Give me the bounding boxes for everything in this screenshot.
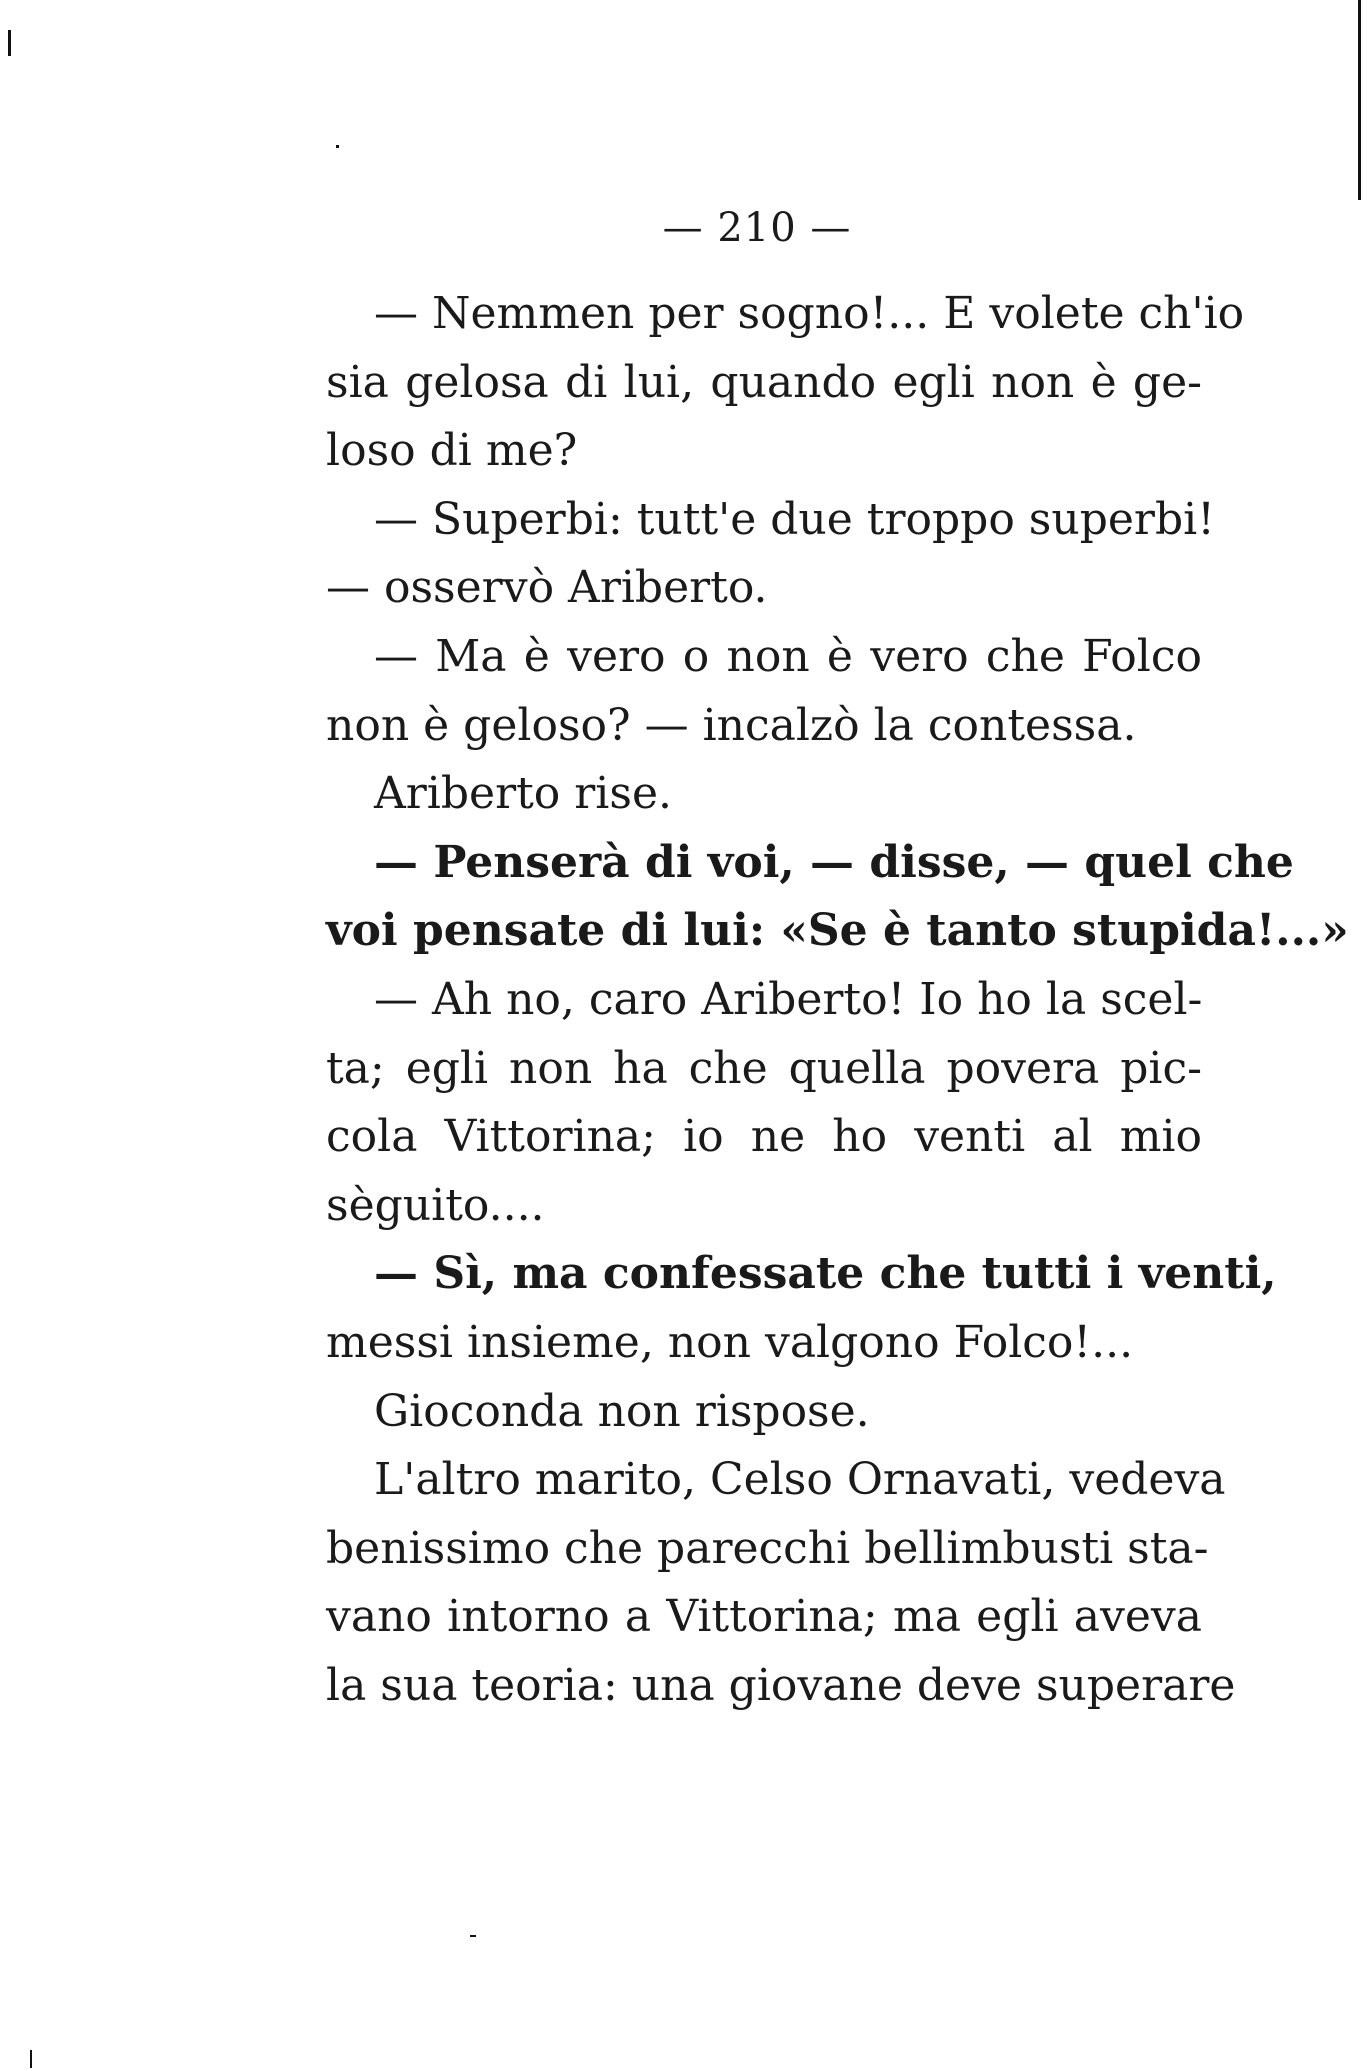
text-line-9: — Penserà di voi, — disse, — quel che: [374, 836, 1294, 888]
text-line-7: non è geloso? — incalzò la contessa.: [326, 699, 1137, 751]
text-line-18: L'altro marito, Celso Ornavati, vedeva: [374, 1454, 1226, 1506]
text-line-2: sia gelosa di lui, quando egli non è ge-: [326, 356, 1202, 408]
text-line-20: vano intorno a Vittorina; ma egli aveva: [326, 1591, 1202, 1643]
text-line-4: — Superbi: tutt'e due troppo superbi!: [374, 493, 1215, 545]
text-line-3: loso di me?: [326, 425, 578, 477]
scan-edge-mark-left: [8, 30, 11, 56]
text-line-8: Ariberto rise.: [374, 768, 672, 820]
text-line-17: Gioconda non rispose.: [374, 1385, 870, 1437]
text-line-15: — Sì, ma confessate che tutti i venti,: [374, 1248, 1277, 1300]
text-line-19: benissimo che parecchi bellimbusti sta-: [326, 1522, 1209, 1574]
text-line-14: sèguito....: [326, 1179, 545, 1231]
text-line-16: messi insieme, non valgono Folco!...: [326, 1316, 1134, 1368]
scan-dot: [336, 145, 339, 148]
text-line-12: ta; egli non ha che quella povera pic-: [326, 1042, 1202, 1094]
body-text: [326, 280, 1349, 1720]
page-number: — 210 —: [662, 205, 852, 251]
text-line-10: voi pensate di lui: «Se è tanto stupida!...»: [326, 905, 1349, 957]
text-line-11: — Ah no, caro Ariberto! Io ho la scel-: [374, 973, 1203, 1025]
scan-edge-mark-right: [1358, 0, 1361, 200]
scan-edge-mark-bottom: [30, 2050, 32, 2068]
text-line-13: cola Vittorina; io ne ho venti al mio: [326, 1111, 1202, 1163]
text-line-6: — Ma è vero o non è vero che Folco: [374, 630, 1202, 682]
scan-dot-bottom: [470, 1935, 476, 1937]
text-line-21: la sua teoria: una giovane deve superare: [326, 1659, 1236, 1711]
text-line-1: — Nemmen per sogno!... E volete ch'io: [374, 288, 1245, 339]
text-line-5: — osservò Ariberto.: [326, 562, 768, 614]
